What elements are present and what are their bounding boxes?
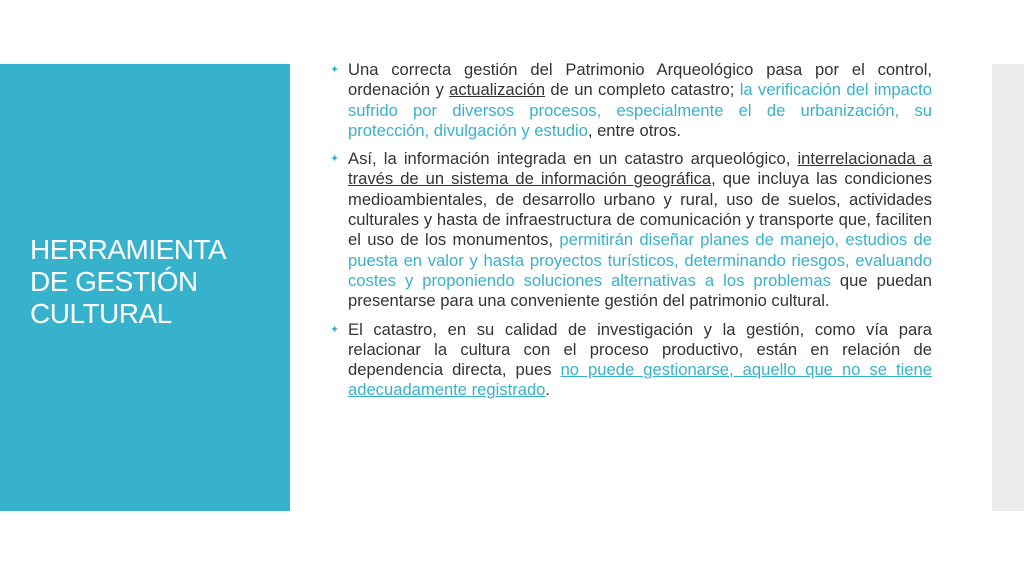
bullet-text: . [545,380,551,400]
bullet-item [330,320,932,401]
bullet-text: que puedan presentarse para una conveniente gestión del patrimonio cultural. [348,270,932,311]
highlighted-text: la verificación del impacto sufrido por diversos procesos, especialmente el de urbanización, su protección, divulgación y estudio [348,80,932,140]
underlined-text: actualización [449,80,546,100]
bullet-text: Así, la información integrada en un catastro arqueológico, [348,149,798,169]
slide-title-line: CULTURAL [30,298,172,329]
bullet-item [330,149,932,311]
slide-title [30,234,280,330]
bullet-text: de un completo catastro; [545,80,740,100]
bullet-item [330,60,932,141]
highlighted-text: permitirán diseñar planes de manejo, estudios de puesta en valor y hasta proyectos turísticos, determinando riesgos, evaluando costes y proponiendo soluciones alternativas a los problemas [348,230,932,290]
diamond-bullet-icon: ✦ [330,64,340,76]
diamond-bullet-icon: ✦ [330,153,340,166]
slide-title-line: HERRAMIENTA [30,234,227,265]
bullet-text: El catastro, en su calidad de investigación y la gestión, como vía para relacionar la cultura con el proceso productivo, están en relación de dependencia directa, pues [348,319,932,380]
bullet-text: Una correcta gestión del Patrimonio Arqueológico pasa por el control, ordenación y [348,60,932,100]
diamond-bullet-icon: ✦ [330,323,340,336]
bullet-list [330,60,932,409]
highlighted-link-text: no puede gestionarse, aquello que no se tiene adecuadamente registrado [348,360,932,400]
bullet-text: , entre otros. [587,120,681,140]
bullet-text: , que incluya las condiciones medioambientales, de desarrollo urbano y rural, uso de suelos, actividades culturales y hasta de infraestructura de comunicación y transporte que, faciliten el uso de los monumentos, [348,169,933,250]
underlined-text: interrelacionada a través de un sistema de información geográfica [348,149,932,189]
slide-title-line: DE GESTIÓN [30,266,198,297]
side-strip [992,64,1024,511]
